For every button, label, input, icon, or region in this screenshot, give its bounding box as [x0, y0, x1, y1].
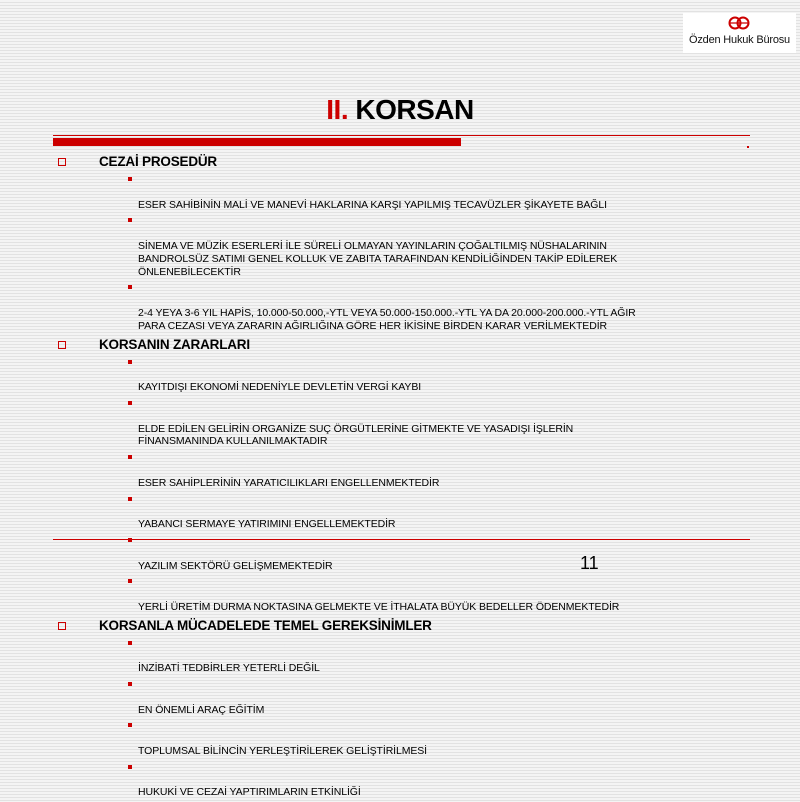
list-item [56, 356, 756, 394]
list-item-text: 2-4 YEYA 3-6 YIL HAPİS, 10.000-50.000,-YTL VEYA 50.000-150.000.-YTL YA DA 20.000-200.000.-YTL AĞIR PARA CEZASI VEYA ZARARIN AĞIRLIĞINA GÖRE HER İKİSİNE BİRDEN KARAR VERİLMEKTEDİR [138, 306, 636, 332]
list-item-text: EN ÖNEMLİ ARAÇ EĞİTİM [138, 703, 265, 716]
square-bullet-icon [128, 497, 132, 501]
list-item-text: YERLİ ÜRETİM DURMA NOKTASINA GELMEKTE VE İTHALATA BÜYÜK BEDELLER ÖDENMEKTEDİR [138, 600, 620, 613]
bullet-list [56, 356, 756, 614]
list-item-text: ELDE EDİLEN GELİRİN ORGANİZE SUÇ ÖRGÜTLERİNE GİTMEKTE VE YASADIŞI İŞLERİN FİNANSMANINDA KULLANILMAKTADIR [138, 422, 574, 448]
title-underline-thin [53, 135, 750, 136]
list-item [56, 719, 756, 757]
list-item-text: YABANCI SERMAYE YATIRIMINI ENGELLEMEKTEDİR [138, 518, 396, 531]
list-item [56, 281, 756, 332]
section-heading-text: KORSANLA MÜCADELEDE TEMEL GEREKSİNİMLER [99, 617, 432, 633]
list-item-text: İNZİBATİ TEDBİRLER YETERLİ DEĞİL [138, 662, 320, 675]
square-bullet-icon [128, 641, 132, 645]
square-bullet-icon [128, 360, 132, 364]
slide-title-word: KORSAN [355, 94, 474, 125]
logo [683, 13, 796, 53]
list-item [56, 761, 756, 799]
section-temel-gereksinimler [56, 617, 756, 800]
section-heading-text: CEZAİ PROSEDÜR [99, 154, 217, 169]
hollow-square-bullet-icon [58, 341, 66, 349]
square-bullet-icon [128, 218, 132, 222]
slide-content [56, 153, 756, 802]
square-bullet-icon [128, 285, 132, 289]
title-underline-bar [53, 138, 461, 146]
bullet-list [56, 637, 756, 800]
page-number: 11 [580, 553, 599, 573]
list-item [56, 678, 756, 716]
section-cezai-prosedur [56, 153, 756, 333]
square-bullet-icon [128, 401, 132, 405]
list-item [56, 493, 756, 531]
list-item [56, 214, 756, 278]
list-item-text: TOPLUMSAL BİLİNCİN YERLEŞTİRİLEREK GELİŞTİRİLMESİ [138, 745, 427, 758]
square-bullet-icon [128, 455, 132, 459]
square-bullet-icon [128, 682, 132, 686]
list-item-text: ESER SAHİBİNİN MALİ VE MANEVİ HAKLARINA KARŞI YAPILMIŞ TECAVÜZLER ŞİKAYETE BAĞLI [138, 198, 607, 211]
section-heading-text: KORSANIN ZARARLARI [99, 336, 250, 352]
hollow-square-bullet-icon [58, 158, 66, 166]
list-item-text: KAYITDIŞI EKONOMİ NEDENİYLE DEVLETİN VERGİ KAYBI [138, 381, 422, 394]
list-item [56, 575, 756, 613]
bullet-list [56, 173, 756, 333]
square-bullet-icon [128, 765, 132, 769]
slide-title [0, 94, 800, 126]
list-item-text: HUKUKİ VE CEZAİ YAPTIRIMLARIN ETKİNLİĞİ [138, 786, 361, 799]
square-bullet-icon [128, 177, 132, 181]
list-item [56, 397, 756, 448]
list-item [56, 451, 756, 489]
title-corner-mark [747, 146, 749, 148]
logo-text: Özden Hukuk Bürosu [689, 34, 790, 46]
footer-divider [53, 539, 750, 540]
hollow-square-bullet-icon [58, 622, 66, 630]
list-item-text: SİNEMA VE MÜZİK ESERLERİ İLE SÜRELİ OLMAYAN YAYINLARIN ÇOĞALTILMIŞ NÜSHALARININ BANDROLSÜZ SATIMI GENEL KOLLUK VE ZABITA TARAFINDAN KENDİLİĞİNDEN TAKİP EDİLEREK ÖNLENEBİLECEKTİR [138, 239, 618, 278]
slide-title-number: II. [326, 94, 349, 125]
section-heading [56, 153, 756, 171]
square-bullet-icon [128, 723, 132, 727]
section-heading [56, 336, 756, 354]
square-bullet-icon [128, 579, 132, 583]
section-korsanin-zararlari [56, 336, 756, 614]
list-item-text: YAZILIM SEKTÖRÜ GELİŞMEMEKTEDİR [138, 559, 333, 572]
list-item-text: ESER SAHİPLERİNİN YARATICILIKLARI ENGELLENMEKTEDİR [138, 476, 440, 489]
logo-mark-icon [728, 16, 750, 30]
list-item [56, 173, 756, 211]
list-item [56, 637, 756, 675]
section-heading [56, 617, 756, 635]
